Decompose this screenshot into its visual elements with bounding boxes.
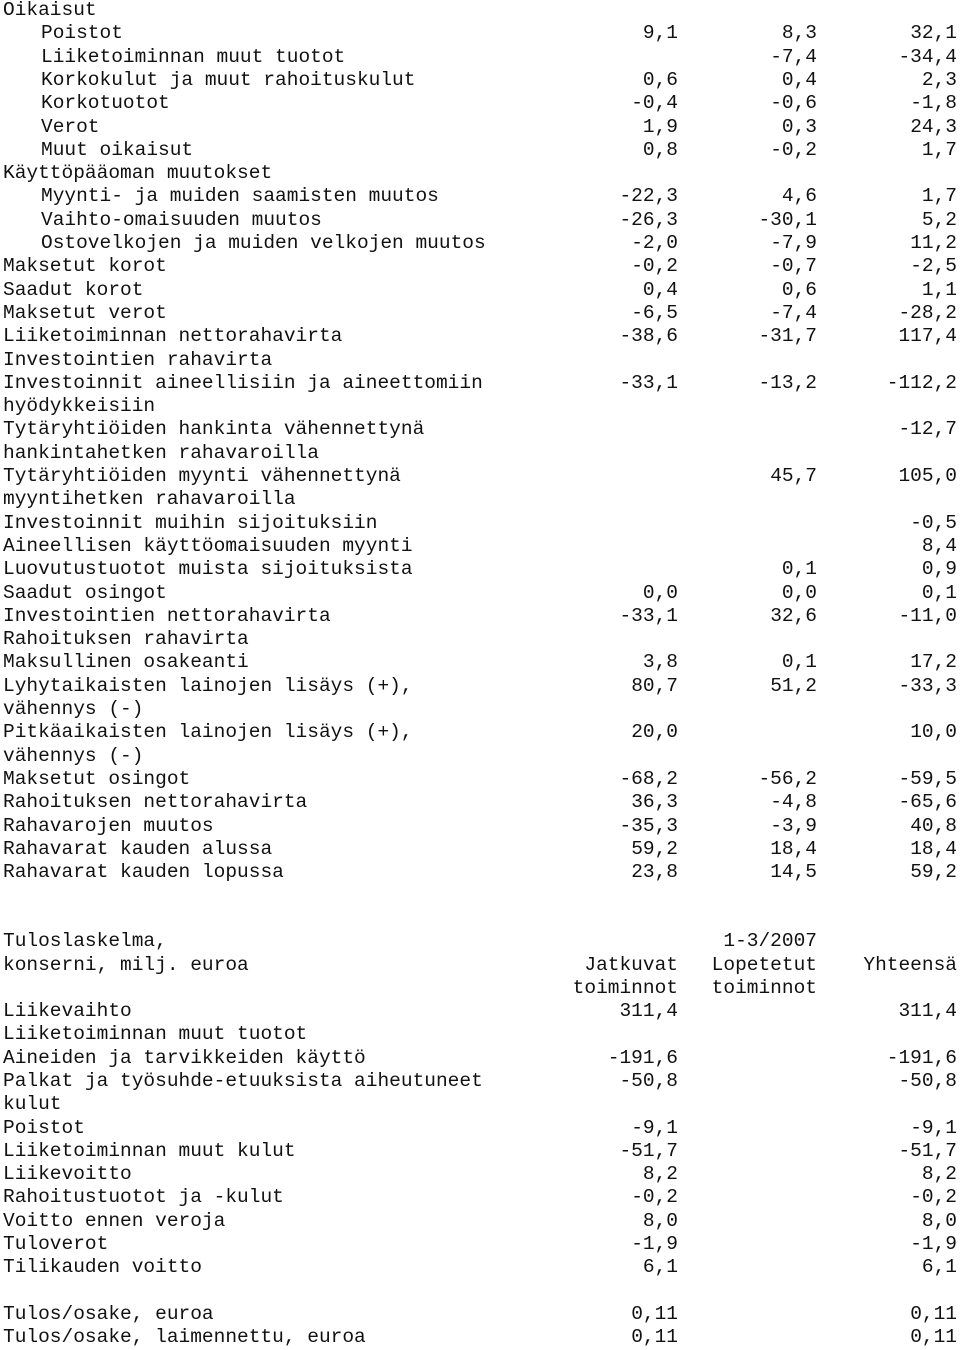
table-row: [0, 302, 960, 325]
row-value-v3: 59,2: [910, 861, 957, 884]
row-value-v3: 11,2: [910, 232, 957, 254]
table-row: [0, 349, 960, 372]
row-value-v3: -33,3: [898, 674, 957, 697]
row-value-v1: -191,6: [607, 1046, 678, 1069]
row-value-v3: 0,9: [921, 558, 957, 581]
table-row: [0, 395, 960, 418]
row-value-v3: 1,7: [921, 138, 957, 161]
row-value-v3: 40,8: [910, 814, 957, 837]
row-value-v1: -68,2: [619, 767, 678, 790]
row-label: Investoinnit aineellisiin ja aineettomiin: [3, 371, 483, 394]
table-row: [0, 558, 960, 581]
row-value-v3: -65,6: [898, 791, 957, 814]
row-value-v1: -38,6: [619, 325, 678, 348]
row-label: Liiketoiminnan muut kulut: [3, 1139, 296, 1162]
row-label: Tytäryhtiöiden hankinta vähennettynä: [3, 418, 425, 441]
row-value-v2: 18,4: [770, 837, 817, 860]
row-value-v1: 3,8: [642, 651, 678, 674]
row-label: hyödykkeisiin: [3, 395, 156, 418]
row-value-v2: -3,9: [770, 814, 817, 837]
row-value-v2: 0,3: [781, 115, 817, 138]
row-value-v3: 1,7: [921, 185, 957, 208]
table-row: [0, 418, 960, 441]
table-row: [0, 1047, 960, 1070]
row-value-v1: 6,1: [642, 1256, 678, 1279]
row-value-v3: -0,2: [910, 1186, 957, 1209]
row-value-v1: -22,3: [619, 185, 678, 208]
row-value-v2: 4,6: [781, 185, 817, 208]
row-value-v3: -28,2: [898, 301, 957, 324]
row-label: Rahavarat kauden lopussa: [3, 861, 284, 884]
row-value-v1: 8,2: [642, 1163, 678, 1186]
table-row: [0, 325, 960, 348]
row-value-v2: 0,6: [781, 278, 817, 301]
row-label: Liikevaihto: [3, 1000, 132, 1022]
row-label: Saadut korot: [3, 278, 144, 301]
row-label: Käyttöpääoman muutokset: [3, 162, 273, 185]
row-value-v1: 0,0: [642, 581, 678, 604]
table-row: [0, 1000, 960, 1023]
row-value-v2: -0,2: [770, 138, 817, 161]
row-label: Tulos/osake, euroa: [3, 1303, 214, 1325]
row-value-v1: 0,6: [642, 68, 678, 91]
row-label: Ostovelkojen ja muiden velkojen muutos: [41, 232, 486, 254]
row-value-v1: -33,1: [619, 371, 678, 394]
row-value-v2: 14,5: [770, 861, 817, 884]
row-label: Vaihto-omaisuuden muutos: [41, 208, 322, 231]
row-value-v1: -0,2: [631, 255, 678, 278]
row-value-v3: 8,2: [921, 1163, 957, 1186]
row-value-v1: 36,3: [631, 791, 678, 814]
table-row: [0, 372, 960, 395]
row-value-v1: 0,11: [631, 1326, 678, 1349]
row-value-v1: -6,5: [631, 301, 678, 324]
table-row: [0, 768, 960, 791]
row-value-v2: 0,1: [781, 558, 817, 581]
row-value-v3: -9,1: [910, 1116, 957, 1139]
col-total: Yhteensä: [863, 954, 957, 976]
row-label: Voitto ennen veroja: [3, 1209, 226, 1232]
row-label: Pitkäaikaisten lainojen lisäys (+),: [3, 721, 413, 744]
table-row: [0, 162, 960, 185]
row-label: Muut oikaisut: [41, 138, 194, 161]
table-row: [0, 488, 960, 511]
table-row: [0, 1093, 960, 1116]
row-value-v3: 2,3: [921, 68, 957, 91]
row-value-v3: -11,0: [898, 604, 957, 627]
row-label: Tuloverot: [3, 1233, 109, 1255]
row-label: Korkokulut ja muut rahoituskulut: [41, 68, 416, 91]
row-value-v3: 6,1: [921, 1256, 957, 1279]
table-row: [0, 255, 960, 278]
table-row: [0, 1023, 960, 1046]
table-row: [0, 1186, 960, 1209]
row-label: Rahoituksen rahavirta: [3, 628, 249, 651]
row-label: Saadut osingot: [3, 581, 167, 604]
table-row: [0, 232, 960, 255]
row-label: Palkat ja työsuhde-etuuksista aiheutuneet: [3, 1069, 483, 1092]
row-label: Maksullinen osakeanti: [3, 651, 249, 674]
col-continuing-line2: toiminnot: [572, 977, 678, 999]
row-value-v3: 5,2: [921, 208, 957, 231]
row-value-v3: -59,5: [898, 767, 957, 790]
table-row: [0, 651, 960, 674]
row-label: Investointien rahavirta: [3, 348, 273, 371]
row-value-v3: -1,8: [910, 92, 957, 115]
table-row: [0, 279, 960, 302]
table-row: [0, 628, 960, 651]
row-value-v3: 8,4: [921, 534, 957, 557]
row-value-v1: 0,11: [631, 1303, 678, 1325]
row-label: Aineellisen käyttöomaisuuden myynti: [3, 534, 413, 557]
row-value-v1: -35,3: [619, 814, 678, 837]
table-row: [0, 582, 960, 605]
row-value-v1: 1,9: [642, 115, 678, 138]
row-value-v2: -13,2: [758, 371, 817, 394]
row-label: Luovutustuotot muista sijoituksista: [3, 558, 413, 581]
row-value-v3: -112,2: [886, 371, 957, 394]
table-row: [0, 1233, 960, 1256]
row-value-v1: 9,1: [642, 22, 678, 45]
table-row: [0, 815, 960, 838]
table-row: [0, 1210, 960, 1233]
row-value-v3: 0,11: [910, 1326, 957, 1349]
row-value-v2: -7,9: [770, 232, 817, 254]
table-row: [0, 512, 960, 535]
table-row: [0, 185, 960, 208]
table-row: [0, 1140, 960, 1163]
row-label: Poistot: [41, 22, 123, 45]
row-label: Maksetut korot: [3, 255, 167, 278]
row-value-v3: -34,4: [898, 45, 957, 68]
income-header-row-2: [0, 954, 960, 977]
row-label: Tilikauden voitto: [3, 1256, 202, 1279]
row-label: Rahoituksen nettorahavirta: [3, 791, 308, 814]
table-row: [0, 698, 960, 721]
row-label: hankintahetken rahavaroilla: [3, 441, 319, 464]
row-label: Investointien nettorahavirta: [3, 604, 331, 627]
row-label: vähennys (-): [3, 698, 144, 720]
row-value-v2: 0,1: [781, 651, 817, 674]
row-label: Tulos/osake, laimennettu, euroa: [3, 1326, 366, 1349]
table-row: [0, 46, 960, 69]
table-row: [0, 791, 960, 814]
row-value-v3: -0,5: [910, 511, 957, 534]
table-row: [0, 92, 960, 115]
income-header-row-3: [0, 977, 960, 1000]
row-value-v3: -50,8: [898, 1069, 957, 1092]
table-row: [0, 442, 960, 465]
row-label: Rahavarojen muutos: [3, 814, 214, 837]
row-value-v2: 32,6: [770, 604, 817, 627]
row-value-v3: 105,0: [898, 465, 957, 487]
table-row: [0, 1163, 960, 1186]
row-label: Oikaisut: [3, 0, 97, 21]
row-value-v3: 32,1: [910, 22, 957, 45]
income-title-line2: konserni, milj. euroa: [3, 954, 249, 976]
table-row: [0, 838, 960, 861]
row-value-v3: -2,5: [910, 255, 957, 278]
row-value-v3: -12,7: [898, 418, 957, 441]
row-value-v3: 1,1: [921, 278, 957, 301]
row-value-v1: -0,4: [631, 92, 678, 115]
row-label: Maksetut osingot: [3, 767, 191, 790]
table-row: [0, 69, 960, 92]
row-value-v1: 0,8: [642, 138, 678, 161]
row-value-v3: -51,7: [898, 1139, 957, 1162]
table-row: [0, 116, 960, 139]
table-row: [0, 605, 960, 628]
row-value-v1: 59,2: [631, 837, 678, 860]
table-row: [0, 675, 960, 698]
row-value-v1: 20,0: [631, 721, 678, 744]
table-row: [0, 1326, 960, 1349]
row-value-v2: -7,4: [770, 45, 817, 68]
row-value-v2: -0,6: [770, 92, 817, 115]
row-label: myyntihetken rahavaroilla: [3, 488, 296, 511]
row-label: Myynti- ja muiden saamisten muutos: [41, 185, 439, 208]
row-value-v1: 0,4: [642, 278, 678, 301]
row-label: Korkotuotot: [41, 92, 170, 115]
row-label: Aineiden ja tarvikkeiden käyttö: [3, 1046, 366, 1069]
row-label: Verot: [41, 115, 100, 138]
table-row: [0, 465, 960, 488]
row-value-v2: 0,0: [781, 581, 817, 604]
table-row: [0, 721, 960, 744]
row-value-v3: 8,0: [921, 1209, 957, 1232]
row-value-v2: -56,2: [758, 767, 817, 790]
table-row: [0, 22, 960, 45]
row-value-v2: -30,1: [758, 208, 817, 231]
row-label: vähennys (-): [3, 744, 144, 767]
row-label: Lyhytaikaisten lainojen lisäys (+),: [3, 674, 413, 697]
row-value-v3: 117,4: [898, 325, 957, 348]
table-row: [0, 1256, 960, 1279]
row-value-v1: -0,2: [631, 1186, 678, 1209]
row-value-v2: 0,4: [781, 68, 817, 91]
row-value-v1: -9,1: [631, 1116, 678, 1139]
table-row: [0, 535, 960, 558]
row-value-v1: -2,0: [631, 232, 678, 254]
row-value-v1: -33,1: [619, 604, 678, 627]
table-row: [0, 745, 960, 768]
row-value-v3: 0,1: [921, 581, 957, 604]
row-value-v2: 45,7: [770, 465, 817, 487]
col-discontinued-line2: toiminnot: [711, 977, 817, 999]
row-label: kulut: [3, 1093, 62, 1116]
income-period: 1-3/2007: [723, 930, 817, 952]
row-value-v1: -26,3: [619, 208, 678, 231]
row-value-v1: -51,7: [619, 1139, 678, 1162]
row-label: Liiketoiminnan muut tuotot: [3, 1023, 308, 1046]
row-value-v1: -50,8: [619, 1069, 678, 1092]
row-label: Maksetut verot: [3, 301, 167, 324]
row-value-v2: 8,3: [781, 22, 817, 45]
col-discontinued-line1: Lopetetut: [711, 954, 817, 976]
row-value-v3: 24,3: [910, 115, 957, 138]
row-label: Rahoitustuotot ja -kulut: [3, 1186, 284, 1209]
table-row: [0, 1070, 960, 1093]
row-value-v2: 51,2: [770, 674, 817, 697]
row-label: Investoinnit muihin sijoituksiin: [3, 511, 378, 534]
row-value-v3: -1,9: [910, 1233, 957, 1255]
income-header-row-1: [0, 930, 960, 953]
row-label: Liiketoiminnan nettorahavirta: [3, 325, 343, 348]
row-value-v1: 23,8: [631, 861, 678, 884]
row-label: Rahavarat kauden alussa: [3, 837, 273, 860]
row-value-v1: 80,7: [631, 674, 678, 697]
table-row: [0, 861, 960, 884]
row-label: Tytäryhtiöiden myynti vähennettynä: [3, 465, 401, 487]
row-value-v1: -1,9: [631, 1233, 678, 1255]
row-label: Liikevoitto: [3, 1163, 132, 1186]
row-value-v2: -4,8: [770, 791, 817, 814]
row-value-v3: 17,2: [910, 651, 957, 674]
row-value-v3: 0,11: [910, 1303, 957, 1325]
table-row: [0, 1303, 960, 1326]
table-row: [0, 0, 960, 22]
row-value-v3: 18,4: [910, 837, 957, 860]
table-row: [0, 139, 960, 162]
row-value-v2: -7,4: [770, 301, 817, 324]
row-value-v1: 311,4: [619, 1000, 678, 1022]
row-value-v1: 8,0: [642, 1209, 678, 1232]
row-value-v2: -31,7: [758, 325, 817, 348]
row-value-v3: -191,6: [886, 1046, 957, 1069]
table-row: [0, 209, 960, 232]
row-value-v3: 311,4: [898, 1000, 957, 1022]
table-row: [0, 1117, 960, 1140]
row-label: Liiketoiminnan muut tuotot: [41, 45, 346, 68]
col-continuing-line1: Jatkuvat: [584, 954, 678, 976]
row-label: Poistot: [3, 1116, 85, 1139]
row-value-v2: -0,7: [770, 255, 817, 278]
income-title-line1: Tuloslaskelma,: [3, 930, 167, 952]
row-value-v3: 10,0: [910, 721, 957, 744]
